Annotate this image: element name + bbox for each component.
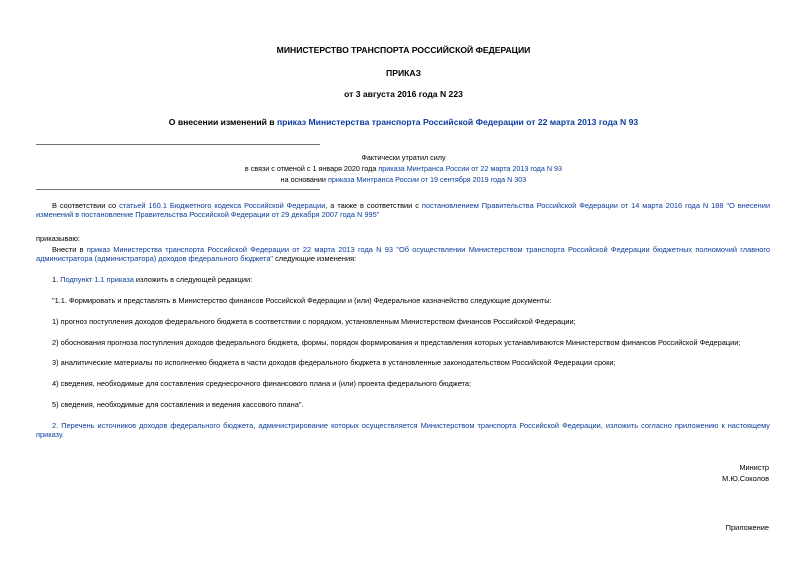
appendix-link[interactable]: приложению: [674, 421, 719, 430]
subclause-link[interactable]: Подпункт 1.1 приказа: [60, 275, 134, 284]
order-date: от 3 августа 2016 года N 223: [344, 89, 463, 99]
revenue-sources-link[interactable]: 2. Перечень источников доходов федерального бюджета, администрирование которых осуществляется Министерством транспорта Российской Федерации: [52, 421, 601, 430]
appendix-label: Приложение: [725, 523, 769, 532]
status-divider-bottom: [36, 189, 320, 190]
repealing-order-link[interactable]: приказа Минтранса России от 19 сентября 2019 года N 303: [327, 175, 527, 184]
amended-order-link[interactable]: приказ Министерства транспорта Российской Федерации от 22 марта 2013 года N 93 "Об осуществлении Министерством транспорта Российской Федерации бюджетных полномочий главного администратора (администратора) доходов федерального бюджета": [36, 245, 770, 264]
status-line-2: [0, 164, 807, 173]
status-divider-top: [36, 144, 320, 145]
order-heading: ПРИКАЗ: [386, 68, 421, 78]
status-line-2-prefix: в связи с отменой с 1 января 2020 года: [244, 164, 379, 173]
subject-link[interactable]: приказ Министерства транспорта Российской Федерации от 22 марта 2013 года N 93: [276, 117, 639, 127]
budget-code-link[interactable]: статьей 160.1 Бюджетного кодекса Российской Федерации: [119, 201, 326, 210]
quoted-paragraph: 3) аналитические материалы по исполнению бюджета в части доходов федерального бюджета в установленные законодательством Российской Федерации сроки;: [52, 358, 616, 367]
item-2: [36, 421, 770, 440]
subject-prefix: О внесении изменений в: [168, 117, 277, 127]
quoted-paragraph: 1) прогноз поступления доходов федерального бюджета в соответствии с порядком, установленным Министерством финансов Российской Федерации;: [52, 317, 576, 326]
status-line-3-prefix: на основании: [280, 175, 328, 184]
intro-text-2: следующие изменения:: [273, 254, 357, 264]
quoted-paragraph: "1.1. Формировать и представлять в Министерство финансов Российской Федерации и (или) Федеральное казначейство следующие документы:: [52, 296, 552, 305]
signature-name: М.Ю.Соколов: [722, 474, 769, 483]
preamble-text-2: , а также в соответствии с: [325, 201, 422, 210]
preamble-paragraph: [36, 201, 770, 220]
government-decree-link[interactable]: постановлением Правительства Российской Федерации от 14 марта 2016 года N 188 "О внесении изменений в постановление Правительства Российской Федерации от 29 декабря 2007 года N 995": [36, 201, 770, 220]
item-2-text-rest: к настоящему приказу.: [36, 421, 770, 440]
ministry-heading: МИНИСТЕРСТВО ТРАНСПОРТА РОССИЙСКОЙ ФЕДЕРАЦИИ: [276, 45, 531, 55]
preamble-text-1: В соответствии со: [52, 201, 120, 210]
quoted-paragraph: 5) сведения, необходимые для составления и ведения кассового плана".: [52, 400, 304, 409]
item-1-rest: изложить в следующей редакции:: [133, 275, 253, 284]
quoted-paragraph: 4) сведения, необходимые для составления среднесрочного финансового плана и (или) проекта федерального бюджета;: [52, 379, 472, 388]
quoted-paragraph: 2) обоснования прогноза поступления доходов федерального бюджета, формы, порядок формирования и представления которых устанавливаются Министерством финансов Российской Федерации;: [52, 338, 741, 347]
item-1: [36, 275, 770, 284]
order-label: приказываю:: [36, 234, 80, 243]
status-line-1: Фактически утратил силу: [361, 153, 446, 162]
item-2-text-mid: , изложить согласно: [600, 421, 675, 430]
intro-paragraph: [36, 245, 770, 264]
item-1-number: 1.: [52, 275, 61, 284]
status-line-3: [0, 175, 807, 184]
repealed-order-link[interactable]: приказа Минтранса России от 22 марта 2013 года N 93: [378, 164, 563, 173]
signature-title: Министр: [739, 463, 769, 472]
intro-text-1: Внести в: [52, 245, 87, 254]
order-subject: [0, 117, 807, 128]
